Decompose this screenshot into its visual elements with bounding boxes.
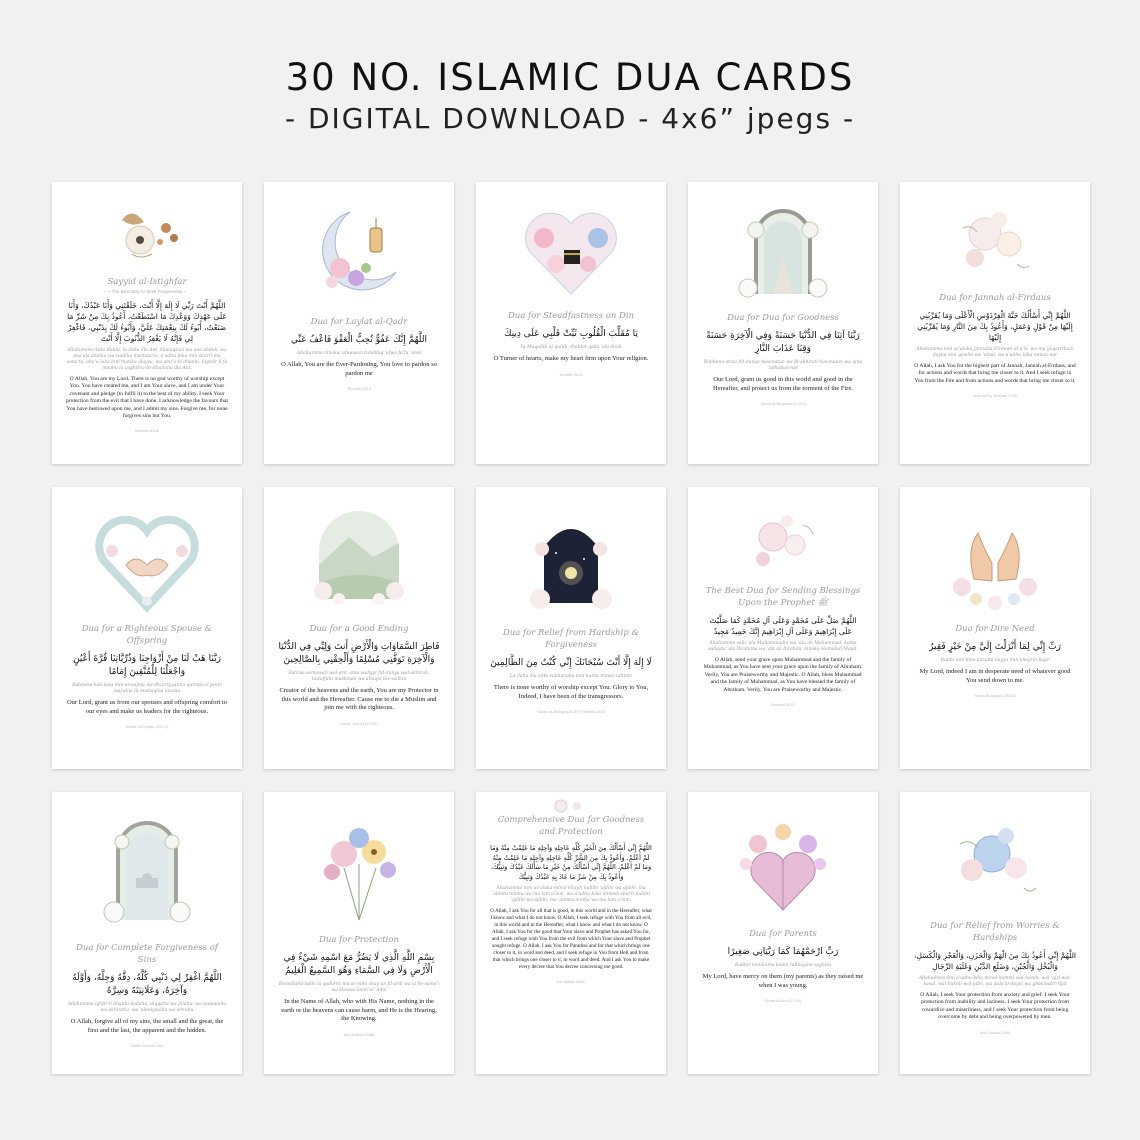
card-title: Dua for a Righteous Spouse & Offspring: [81, 624, 213, 646]
white-flowers-illustration: [945, 198, 1045, 284]
card-transliteration: Allahumma inni a'udhu bika minal-hammi wal-hazan, wal-'ajzi wal-kasal, wal-bukhli wal-jubn, wa dala'id-dayni wa ghalabatir-rijal: [918, 976, 1072, 987]
card-transliteration: Allahumma inni as'aluka Jannatal-Firdaws al-a'la, wa ma yuqarribuni ilayha min qawlin aw 'amal, wa a'udhu bika minan-nar: [916, 347, 1074, 358]
card-transliteration: Rabbir hamhuma kama rabbayani saghira: [734, 963, 832, 968]
pink-flowers-illustration: [733, 503, 833, 577]
dua-card: [688, 182, 878, 464]
crescent-lantern-illustration: [304, 198, 414, 308]
card-arabic: رَبَّنَا هَبْ لَنَا مِنْ أَزْوَاجِنَا وَذُرِّيَّاتِنَا قُرَّةَ أَعْيُنٍ وَاجْعَلْنَا لِلْمُتَّقِينَ إِمَامًا: [73, 654, 221, 677]
card-arabic: اللَّهُمَّ أَنْتَ رَبِّي لَا إِلَهَ إِلَّا أَنْتَ، خَلَقْتَنِي وَأَنَا عَبْدُكَ، وَأَنَا عَلَى عَهْدِكَ وَوَعْدِكَ مَا اسْتَطَعْتُ، أَعُوذُ بِكَ مِنْ شَرِّ مَا صَنَعْتُ، أَبُوءُ لَكَ بِنِعْمَتِكَ عَلَيَّ، وَأَبُوءُ لَكَ بِذَنْبِي، فَاغْفِرْ لِي فَإِنَّهُ لَا يَغْفِرُ الذُّنُوبَ إِلَّا أَنْتَ: [67, 301, 227, 343]
card-arabic: اللَّهُمَّ إِنِّي أَسْأَلُكَ جَنَّةَ الْفِرْدَوْسِ الْأَعْلَى وَمَا يُقَرِّبُنِي إِلَيْهَا مِنْ قَوْلٍ وَعَمَلٍ، وَأَعُوذُ بِكَ مِنَ النَّارِ وَمَا يُقَرِّبُنِي إِلَيْهَا: [917, 311, 1073, 342]
card-reference: Surah Al-Furqan (25:74): [125, 724, 169, 730]
dua-card: [264, 182, 454, 464]
card-transliteration: Allahumma salli 'ala Muhammadin wa 'ala ali Muhammad, kama sallayta 'ala Ibrahima wa 'ala ali Ibrahim, innaka Hamidun Majid.: [708, 641, 858, 652]
card-arabic: رَبِّ إِنِّي لِمَا أَنْزَلْتَ إِلَيَّ مِنْ خَيْرٍ فَقِيرٌ: [929, 642, 1061, 652]
card-translation: O Allah, I ask You for the highest part of Jannah, Jannah al-Firdaus, and for actions and words that bring me closer to it. And I seek refuge in You from the Fire and from actions and words that bring me closer to it.: [914, 363, 1076, 384]
card-transliteration: Allahumma ighfir li dhanbi kullahu, diqqahu wa jillahu, wa awwalahu wa akhirahu, wa 'alaniyatahu wa sirrahu: [67, 1002, 227, 1013]
dua-card: [52, 182, 242, 464]
night-arch-illustration: [516, 503, 626, 619]
card-title: Dua for Steadfastness on Din: [507, 311, 635, 321]
card-reference: Bukhari 3370: [771, 702, 795, 708]
card-arabic: اللَّهُمَّ إِنَّكَ عَفُوٌّ تُحِبُّ الْعَفْوَ فَاعْفُ عَنِّي: [291, 335, 427, 345]
card-translation: There is none worthy of worship except You. Glory to You, Indeed, I have been of the transgressors.: [493, 684, 649, 700]
card-translation: My Lord, have mercy on them (my parents) as they raised me when I was young.: [702, 973, 864, 989]
card-title: Dua for Parents: [749, 929, 817, 939]
dua-card: [264, 487, 454, 769]
card-reference: Surah Al-Baqarah (2:201): [760, 401, 806, 407]
card-translation: Our Lord, grant us good in this world and good in the Hereafter, and protect us from the torment of the Fire.: [713, 376, 853, 392]
card-translation: O Allah, You are my Lord. There is no god worthy of worship except You. You have created me, and I am Your slave, and I am under Your covenant and pledge (to fulfil it) to the best of my ability. I seek Your protection from the evil that I have done. I acknowledge the favours that You have bestowed upon me, and I admit my sins. Forgive me, for none forgives sins but You.: [66, 376, 229, 420]
card-arabic: لَا إِلَهَ إِلَّا أَنْتَ سُبْحَانَكَ إِنِّي كُنْتُ مِنَ الظَّالِمِينَ: [490, 658, 652, 668]
corner-flower-illustration: [551, 798, 591, 814]
card-arabic: اللَّهُمَّ اغْفِرْ لِي ذَنْبِي كُلَّهُ، دِقَّهُ وَجِلَّهُ، وَأَوَّلَهُ وَآخِرَهُ، وَعَلَانِيَتَهُ وَسِرَّهُ: [72, 973, 222, 996]
card-title: Dua for Relief from Hardship & Forgiveness: [502, 628, 640, 650]
card-arabic: فَاطِرَ السَّمَاوَاتِ وَالْأَرْضِ أَنتَ وَلِيِّي فِي الدُّنْيَا وَالْآخِرَةِ تَوَفَّنِي مُسْلِمًا وَأَلْحِقْنِي بِالصَّالِحِينَ: [278, 642, 440, 665]
page-subtitle: - DIGITAL DOWNLOAD - 4x6” jpegs -: [284, 102, 856, 135]
card-title: The Best Dua for Sending Blessings Upon the Prophet ﷺ: [705, 586, 861, 608]
card-reference: Abu Dawud 5088: [343, 1031, 375, 1037]
card-title: Dua for a Good Ending: [309, 624, 409, 634]
dua-card: [52, 487, 242, 769]
card-reference: Surah Al-Isra (17:24): [764, 998, 802, 1004]
card-arabic: بِسْمِ اللَّهِ الَّذِي لَا يَضُرُّ مَعَ اسْمِهِ شَيْءٌ فِي الْأَرْضِ وَلَا فِي السَّمَاءِ وَهُوَ السَّمِيعُ الْعَلِيمُ: [283, 953, 435, 976]
card-translation: O Allah, I ask You for all that is good, in this world and in the Hereafter, what I know and what I do not know. O Allah, I seek refuge with You from all evil, in this world and in the Hereafter, what I know and what I do not know. O Allah, I ask You for the good that Your slave and Prophet has asked You for, and I seek refuge with You from the evil from which Your slave and Prophet sought refuge. O Allah, I ask You for Paradise and for that which brings one closer to it, in word and deed, and I seek refuge in You from Hell and from that which brings one closer to it, in word and deed. And I ask You to make every decree that You decree concerning me good.: [490, 908, 652, 970]
dua-card: [476, 182, 666, 464]
landscape-illustration: [299, 503, 419, 615]
heart-kaaba-illustration: [516, 198, 626, 302]
card-transliteration: Ya Muqallib al-qulub, thabbit qalbi 'ala dinik: [520, 345, 622, 350]
card-translation: My Lord, indeed I am in desperate need of whatever good You send down to me.: [919, 668, 1071, 684]
dua-card: [264, 792, 454, 1074]
heart-gift-illustration: [728, 808, 838, 920]
dua-card: [476, 487, 666, 769]
card-reference: Bukhari 6306: [135, 428, 159, 434]
card-reference: Abu Dawud 1555: [979, 1029, 1011, 1035]
page-title: 30 NO. ISLAMIC DUA CARDS: [285, 56, 855, 99]
card-title: Dua for Dua for Goodness: [727, 313, 839, 323]
card-translation: O Allah, You are the Ever-Pardoning, You love to pardon so pardon me: [281, 361, 437, 377]
card-title: Dua for Jannah al-Firdaus: [939, 293, 1051, 303]
dua-card: [900, 182, 1090, 464]
card-transliteration: Rabbana hab lana min azwajina wa dhurriyyatina qurrata a'yunin waj'alna lil-muttaqina imama: [72, 683, 222, 694]
card-reference: Sahih Muslim 483: [131, 1043, 163, 1049]
blue-flowers-illustration: [940, 808, 1050, 912]
card-reference: Tirmidhi 3513: [346, 386, 372, 392]
card-arabic: يَا مُقَلِّبَ الْقُلُوبِ ثَبِّتْ قَلْبِي عَلَى دِينِكَ: [504, 329, 638, 339]
card-reference: Tirmidhi 3522: [558, 371, 584, 377]
card-translation: Creator of the heavens and the earth, You are my Protector in this world and the Hereafter. Cause me to die a Muslim and join me with the righteous.: [279, 687, 439, 712]
card-grid: [52, 182, 1092, 1102]
praying-hands-illustration: [940, 503, 1050, 615]
card-title: Comprehensive Dua for Goodness and Protection: [497, 815, 645, 837]
dua-card: [688, 487, 878, 769]
card-translation: In the Name of Allah, who with His Name, nothing in the earth or the heavens can cause harm, and He is the Hearing, the Knowing.: [281, 998, 437, 1023]
card-transliteration: Rabbi inni lima anzalta ilayya min khayrin faqir: [940, 658, 1050, 663]
card-transliteration: Allahumma innaka 'afuwwun tuhibbul 'afwa fa'fu 'anni: [296, 351, 422, 356]
card-translation: O Allah, send your grace upon Muhammad and the family of Muhammad, as You have sent your grace upon the family of Abraham. Verily, You are Praiseworthy and Majestic. O Allah, bless Muhammad and the family of Muhammad, as You have blessed the family of Abraham. Verily, You are Praiseworthy and Majestic.: [703, 657, 863, 693]
card-translation: Our Lord, grant us from our spouses and offspring comfort to our eyes and make us leaders for the righteous.: [66, 699, 227, 715]
card-reference: Surah Al-Qasas (28:24): [974, 693, 1016, 699]
card-title: Dua for Laylat al-Qadr: [310, 317, 408, 327]
dua-card: [900, 792, 1090, 1074]
heart-hands-illustration: [92, 503, 202, 615]
card-title: Dua for Complete Forgiveness of Sins: [76, 943, 218, 965]
card-transliteration: Bismillahil-ladhi la yadurru ma'as-mihi shay'un fil-ardi wa la fis-sama'i wa Huwas-Sami'ul-'Alim: [278, 982, 440, 993]
card-arabic: اللَّهُمَّ إِنِّي أَعُوذُ بِكَ مِنَ الْهَمِّ وَالْحَزَنِ، وَالْعَجْزِ وَالْكَسَلِ، وَالْبُخْلِ وَالْجُبْنِ، وَضَلَعِ الدَّيْنِ وَغَلَبَةِ الرِّجَالِ: [914, 951, 1076, 971]
card-arabic: اللَّهُمَّ صَلِّ عَلَى مُحَمَّدٍ وَعَلَى آلِ مُحَمَّدٍ كَمَا صَلَّيْتَ عَلَى إِبْرَاهِيمَ وَعَلَى آلِ إِبْرَاهِيمَ إِنَّكَ حَمِيدٌ مَجِيدٌ: [709, 616, 857, 636]
card-title: Dua for Relief from Worries & Hardships: [930, 921, 1060, 943]
card-reference: Inspired by Bukhari 2790: [972, 393, 1018, 399]
dua-card: [476, 792, 666, 1074]
mosque-arch-illustration: [92, 808, 202, 934]
card-transliteration: Allahumma inni as'aluka minal-khayri kullihi 'ajilihi wa ajilihi, ma 'alimtu minhu wa ma lam a'lam, wa a'udhu bika minash-sharri kullihi 'ajilihi wa ajilihi, ma 'alimtu minhu wa ma lam a'lam.: [492, 886, 650, 904]
dua-card: [900, 487, 1090, 769]
bouquet-illustration: [304, 808, 414, 926]
floral-illustration: [92, 198, 202, 268]
card-title: Dua for Dire Need: [955, 624, 1035, 634]
card-arabic: رَبَّنَا آتِنَا فِي الدُّنْيَا حَسَنَةً وَفِي الْآخِرَةِ حَسَنَةً وَقِنَا عَذَابَ النَّارِ: [706, 331, 860, 354]
card-arabic: اللَّهُمَّ إِنِّي أَسْأَلُكَ مِنَ الْخَيْرِ كُلِّهِ عَاجِلِهِ وَآجِلِهِ مَا عَلِمْتُ مِنْهُ وَمَا لَمْ أَعْلَمْ، وَأَعُوذُ بِكَ مِنَ الشَّرِّ كُلِّهِ عَاجِلِهِ وَآجِلِهِ مَا عَلِمْتُ مِنْهُ وَمَا لَمْ أَعْلَمْ، اللَّهُمَّ إِنِّي أَسْأَلُكَ مِنْ خَيْرِ مَا سَأَلَكَ عَبْدُكَ وَنَبِيُّكَ، وَأَعُوذُ بِكَ مِنْ شَرِّ مَا عَاذَ بِهِ عَبْدُكَ وَنَبِيُّكَ: [490, 844, 652, 881]
card-transliteration: La ilaha illa anta subhanaka inni kuntu minaz-zalimin: [509, 674, 633, 679]
card-translation: O Allah, forgive all of my sins, the small and the great, the first and the last, the apparent and the hidden.: [70, 1018, 224, 1034]
card-arabic: رَبِّ ارْحَمْهُمَا كَمَا رَبَّيَانِي صَغِيرًا: [727, 947, 839, 957]
card-subtitle: ~ The Best Way to Seek Forgiveness ~: [107, 289, 187, 294]
card-reference: Surah Al-Anbiya (21:87) Tirmidhi 3505: [537, 709, 605, 715]
card-transliteration: Rabbana atina fid-dunya hasanatan wa fil-akhirati hasanatan wa qina 'adhaban-nar: [703, 360, 863, 371]
header: [0, 55, 1140, 137]
card-transliteration: Allahumma Anta Rabbi, la ilaha illa Ant, khalaqtani wa ana abduk, wa ana ala ahdika wa wadika mastata'tu, a'udhu bika min sharri ma sana'tu, abu'u laka bini'matika alayya, wa abu'u bi dhanbi, faghfir li fa innahu la yaghfiru dh-dhunuba illa Ant.: [66, 348, 228, 371]
card-title: Dua for Protection: [319, 935, 399, 945]
card-reference: Ibn Majah 3846: [557, 978, 585, 984]
garden-arch-illustration: [728, 198, 838, 304]
card-reference: Surah Yusuf (12:101): [340, 720, 378, 726]
card-translation: O Turner of hearts, make my heart firm upon Your religion.: [493, 355, 649, 362]
dua-card: [52, 792, 242, 1074]
card-transliteration: Fatiras-samawati wal-ard, anta waliyyi fid-dunya wal-akhirah, tawaffani musliman wa alhiqni bis-salihin: [288, 671, 430, 682]
card-title: Sayyid al-Istighfar: [107, 277, 187, 287]
card-translation: O Allah, I seek Your protection from anxiety and grief. I seek Your protection from inability and laziness. I seek Your protection from cowardice and miserliness, and I seek Your protection from being overcome by debt and being overpowered by men.: [920, 992, 1070, 1021]
dua-card: [688, 792, 878, 1074]
